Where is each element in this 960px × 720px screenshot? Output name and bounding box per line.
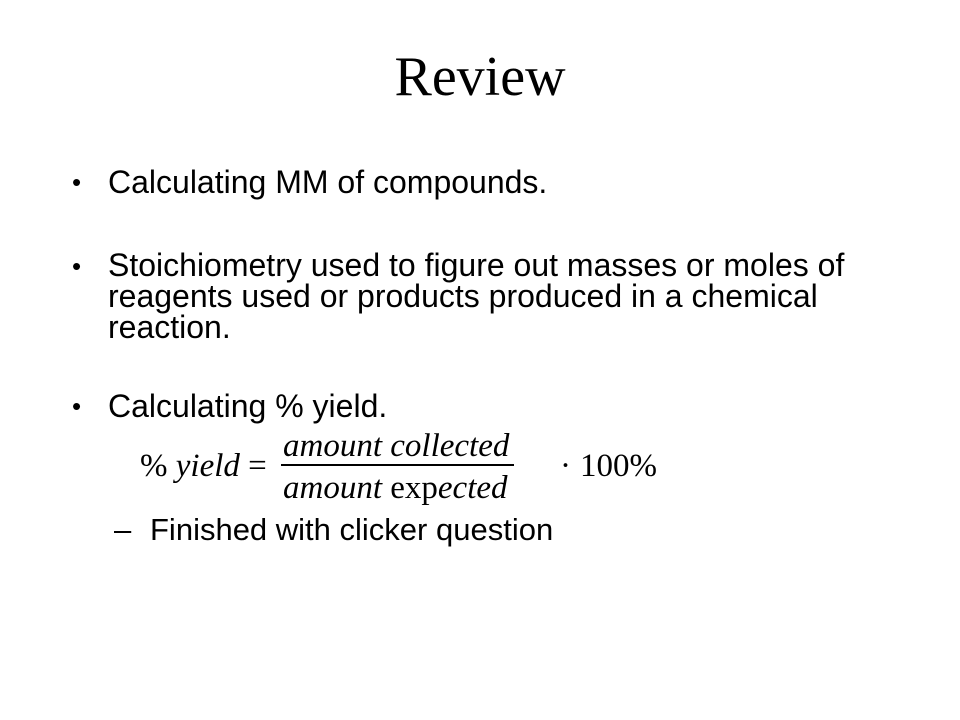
bullet-dot: • [72,391,82,421]
formula-denominator [283,470,508,507]
formula-yield: yield [175,448,240,484]
formula-multiply: · [560,448,571,484]
formula-lhs [140,448,267,485]
fraction-bar [281,464,514,466]
bullet-text: Stoichiometry used to figure out masses or moles of reagents used or products produced in a chemical reaction. [108,247,845,345]
slide-title: Review [394,46,566,108]
formula-numerator: amount collected [283,428,510,464]
sub-bullet-dash: – [114,512,132,547]
denominator-ected: ected [437,470,508,506]
formula-factor: 100% [580,448,657,484]
denominator-amount: amount [283,470,391,506]
denominator-exp: exp [390,470,438,506]
formula-equals: = [239,448,267,484]
bullet-dot: • [72,167,82,197]
sub-bullet-text: Finished with clicker question [150,512,554,547]
bullet-text: Calculating % yield. [108,388,388,424]
bullet-dot: • [72,251,82,281]
percent-yield-formula [140,428,660,508]
formula-percent: % [140,448,176,484]
bullet-text: Calculating MM of compounds. [108,164,548,200]
